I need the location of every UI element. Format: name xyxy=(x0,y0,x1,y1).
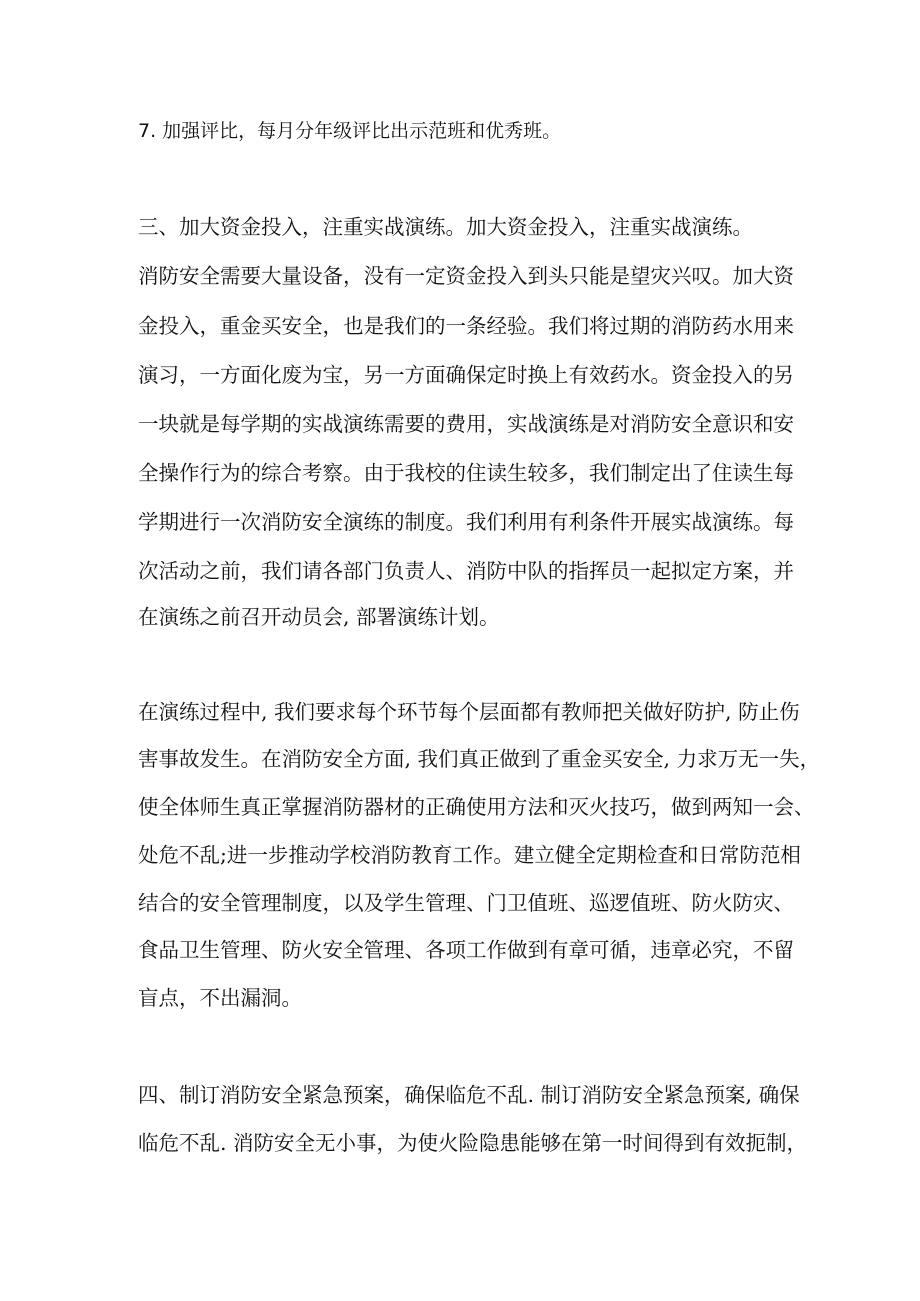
section-4-heading: 四、制订消防安全紧急预案，确保临危不乱. 制订消防安全紧急预案, 确保 xyxy=(138,1083,800,1107)
section-3-line: 学期进行一次消防安全演练的制度。我们利用有利条件开展实战演练。每 xyxy=(138,510,794,534)
drill-paragraph-line: 盲点，不出漏洞。 xyxy=(138,986,302,1010)
section-3-heading: 三、加大资金投入，注重实战演练。加大资金投入，注重实战演练。 xyxy=(138,215,753,239)
drill-paragraph-line: 食品卫生管理、防火安全管理、各项工作做到有章可循，违章必究，不留 xyxy=(138,938,794,962)
section-4-line: 临危不乱. 消防安全无小事，为使火险隐患能够在第一时间得到有效扼制， xyxy=(138,1131,808,1155)
drill-paragraph-line: 害事故发生。在消防安全方面, 我们真正做到了重金买安全, 力求万无一失， xyxy=(138,747,821,771)
section-3-line: 次活动之前，我们请各部门负责人、消防中队的指挥员一起拟定方案，并 xyxy=(138,559,794,583)
drill-paragraph-line: 处危不乱;进一步推动学校消防教育工作。建立健全定期检查和日常防范相 xyxy=(138,843,801,867)
section-3-line: 金投入，重金买安全，也是我们的一条经验。我们将过期的消防药水用来 xyxy=(138,314,794,338)
section-3-line: 在演练之前召开动员会, 部署演练计划。 xyxy=(138,605,500,629)
drill-paragraph-line: 使全体师生真正掌握消防器材的正确使用方法和灭火技巧，做到两知一会、 xyxy=(138,795,815,819)
drill-paragraph-line: 在演练过程中, 我们要求每个环节每个层面都有教师把关做好防护, 防止伤 xyxy=(138,700,800,724)
section-3-line: 一块就是每学期的实战演练需要的费用，实战演练是对消防安全意识和安 xyxy=(138,412,794,436)
section-3-line: 演习，一方面化废为宝，另一方面确保定时换上有效药水。资金投入的另 xyxy=(138,363,794,387)
section-3-line: 消防安全需要大量设备，没有一定资金投入到头只能是望灾兴叹。加大资 xyxy=(138,264,794,288)
item-7-text: 7. 加强评比，每月分年级评比出示范班和优秀班。 xyxy=(138,120,562,142)
drill-paragraph-line: 结合的安全管理制度，以及学生管理、门卫值班、巡逻值班、防火防灾、 xyxy=(138,891,794,915)
section-3-line: 全操作行为的综合考察。由于我校的住读生较多，我们制定出了住读生每 xyxy=(138,461,794,485)
